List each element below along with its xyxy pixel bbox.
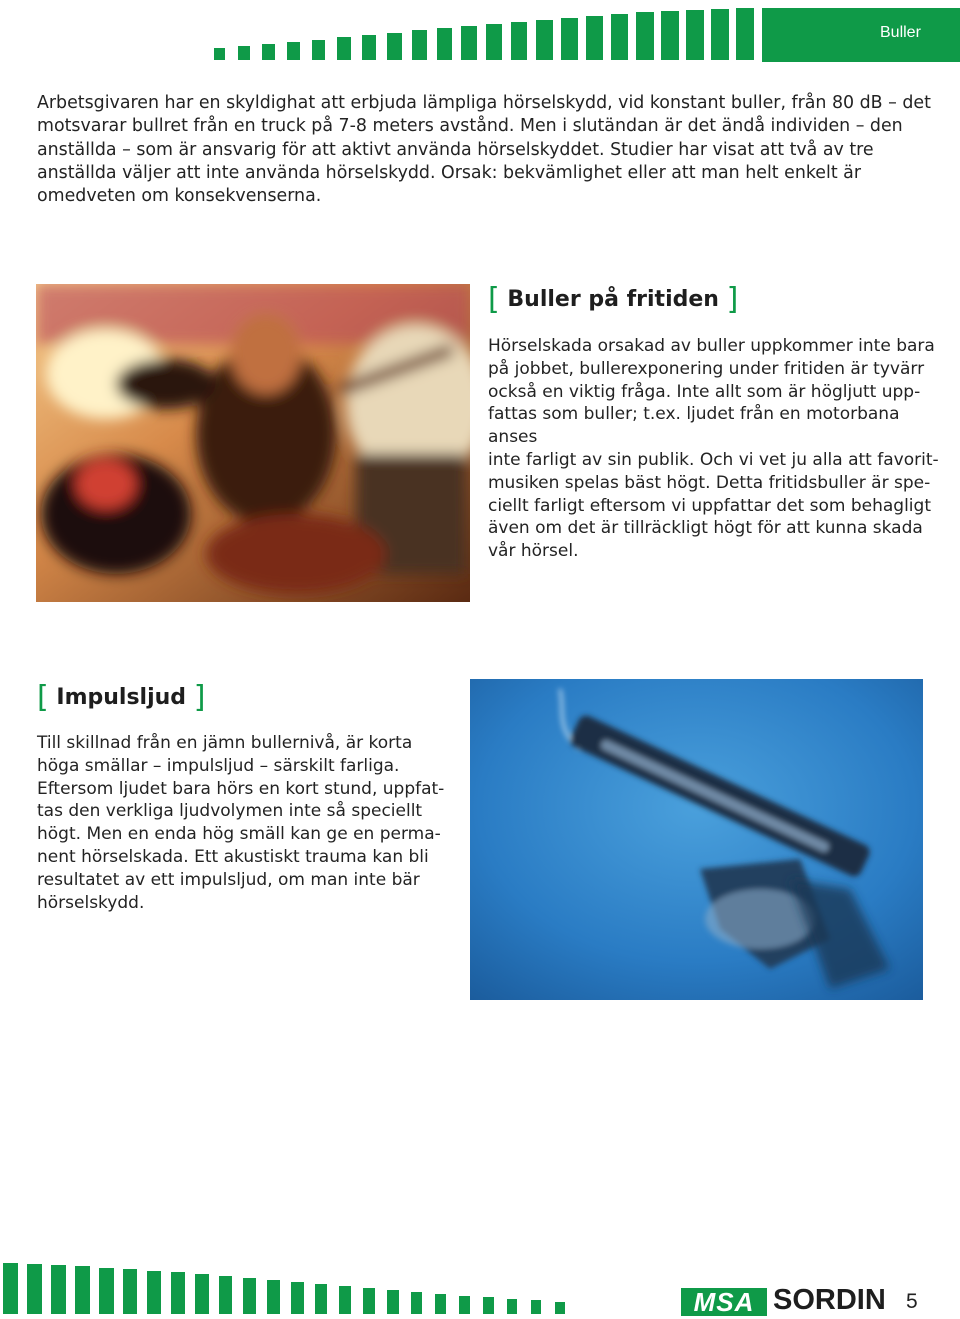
intro-paragraph: Arbetsgivaren har en skyldighat att erbjuda lämpliga hörselskydd, vid konstant buller, från 80 dB – det motsvarar bullret från en truck på 7-8 meters avstånd. Men i slutändan är det ändå individen – den anställda – som är ansvarig för att aktivt använda hörselskyddet. Studier har visat att två av tre anställda väljer att inte använda hörselskydd. Orsak: bekvämlighet eller att man helt enkelt är omedveten om konsekvenserna. [37, 93, 931, 207]
text-line: hörselskydd. [37, 892, 145, 913]
section-heading-impulsljud [37, 680, 205, 715]
text-line: höga smällar – impulsljud – särskilt farliga. [37, 755, 400, 776]
bracket-open: [ [37, 680, 49, 715]
text-line: tas den verkliga ljudvolymen inte så speciellt [37, 801, 423, 822]
text-line: musiken spelas bäst högt. Detta fritidsbuller är spe- [488, 472, 931, 493]
section-tab: Buller [762, 8, 960, 62]
bracket-open: [ [488, 282, 500, 317]
msa-logo: MSA [681, 1288, 767, 1316]
text-line: på jobbet, bullerexponering under fritiden är tyvärr [488, 358, 925, 379]
text-line: nent hörselskada. Ett akustiskt trauma kan bli [37, 846, 429, 867]
drummer-photo [36, 284, 470, 602]
text-line: vår hörsel. [488, 541, 579, 562]
impulsljud-paragraph [37, 732, 457, 914]
text-line: inte farligt av sin publik. Och vi vet ju alla att favorit- [488, 449, 939, 470]
text-line: också en viktig fråga. Inte allt som är högljutt upp- [488, 381, 921, 402]
text-line: högt. Men en enda hög smäll kan ge en perma- [37, 824, 441, 845]
fritid-paragraph [488, 335, 948, 563]
text-line: ciellt farligt eftersom vi uppfattar det som behagligt [488, 495, 931, 516]
bracket-close: ] [193, 680, 206, 715]
text-line: resultatet av ett impulsljud, om man inte bär [37, 869, 420, 890]
text-line: Till skillnad från en jämn bullernivå, är korta [37, 733, 413, 753]
bracket-close: ] [726, 282, 739, 317]
impulsljud-heading-text: Impulsljud [56, 685, 187, 710]
page-number: 5 [906, 1290, 918, 1313]
text-line: även om det är tillräckligt högt för att kunna skada [488, 518, 923, 539]
text-line: fattas som buller; t.ex. ljudet från en motorbana anses [488, 404, 900, 448]
fritid-heading-text: Buller på fritiden [507, 287, 719, 312]
gun-photo [470, 679, 923, 1000]
section-heading-fritid [488, 282, 738, 317]
text-line: Hörselskada orsakad av buller uppkommer inte bara [488, 336, 935, 356]
sordin-brand: SORDIN [773, 1284, 886, 1316]
text-line: Eftersom ljudet bara hörs en kort stund, uppfat- [37, 778, 445, 799]
